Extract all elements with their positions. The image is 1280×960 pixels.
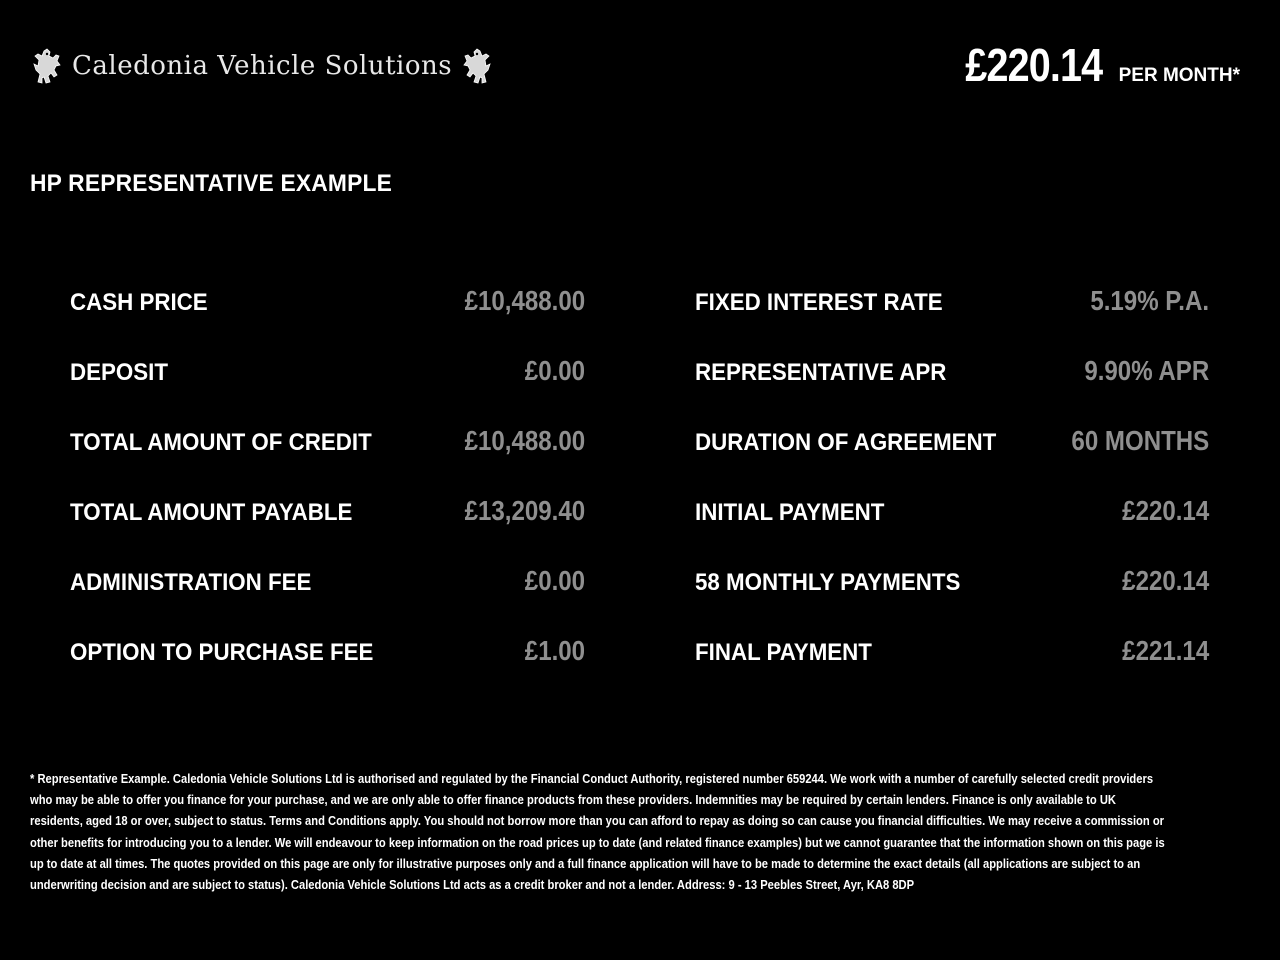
finance-label: ADMINISTRATION FEE [70,569,312,596]
finance-value: £0.00 [524,355,585,386]
finance-row-duration [695,425,1209,495]
finance-row-admin-fee [70,565,585,635]
finance-label: OPTION TO PURCHASE FEE [70,639,374,666]
finance-row-deposit [70,355,585,425]
finance-value: £10,488.00 [464,285,585,316]
finance-label: INITIAL PAYMENT [695,499,885,526]
brand-name: Caledonia Vehicle Solutions [72,51,453,81]
lion-rampant-icon [30,46,64,86]
finance-label: 58 MONTHLY PAYMENTS [695,569,961,596]
finance-value: £1.00 [524,635,585,666]
finance-row-apr [695,355,1209,425]
finance-value: £220.14 [1121,495,1209,526]
price-suffix: PER MONTH* [1118,65,1240,86]
finance-label: FIXED INTEREST RATE [695,289,943,316]
finance-value: £10,488.00 [464,425,585,456]
finance-label: TOTAL AMOUNT PAYABLE [70,499,353,526]
finance-row-total-payable [70,495,585,565]
finance-label: DEPOSIT [70,359,168,386]
finance-row-interest-rate [695,285,1209,355]
finance-value: £0.00 [524,565,585,596]
finance-row-monthly-payments [695,565,1209,635]
finance-value: 9.90% APR [1084,355,1209,386]
finance-value: £13,209.40 [464,495,585,526]
lion-rampant-icon [460,46,494,86]
monthly-price-block [943,38,1240,92]
brand-logo [30,42,530,90]
finance-label: REPRESENTATIVE APR [695,359,947,386]
finance-row-total-credit [70,425,585,495]
finance-label: TOTAL AMOUNT OF CREDIT [70,429,372,456]
finance-value: £220.14 [1121,565,1209,596]
finance-disclaimer: * Representative Example. Caledonia Vehicle Solutions Ltd is authorised and regulated by the Financial Conduct Authority, registered number 659244. We work with a number of carefully selected credit providers who may be able to offer you finance for your purchase, and we are only able to offer finance products from these providers. Indemnities may be required by certain lenders. Finance is only available to UK residents, aged 18 or over, subject to status. Terms and Conditions apply. You should not borrow more than you can afford to repay as doing so can cause you financial difficulties. We may receive a commission or other benefits for introducing you to a lender. We will endeavour to keep information on the road prices up to date (and related finance examples) but we cannot guarantee that the information shown on this page is up to date at all times. The quotes provided on this page are only for illustrative purposes only and a full finance application will have to be made to determine the exact details (all applications are subject to an underwriting decision and are subject to status). Caledonia Vehicle Solutions Ltd acts as a credit broker and not a lender. Address: 9 - 13 Peebles Street, Ayr, KA8 8DP [30,771,1165,893]
finance-label: DURATION OF AGREEMENT [695,429,997,456]
finance-value: 60 MONTHS [1071,425,1209,456]
finance-row-final-payment [695,635,1209,705]
finance-row-initial-payment [695,495,1209,565]
finance-details-right [695,285,1209,705]
monthly-price: £220.14 [965,39,1103,91]
finance-value: 5.19% P.A. [1090,285,1209,316]
finance-details-left [70,285,585,705]
finance-label: FINAL PAYMENT [695,639,872,666]
finance-row-cash-price [70,285,585,355]
finance-label: CASH PRICE [70,289,208,316]
section-title: HP REPRESENTATIVE EXAMPLE [30,170,393,197]
finance-row-option-fee [70,635,585,705]
finance-value: £221.14 [1121,635,1209,666]
